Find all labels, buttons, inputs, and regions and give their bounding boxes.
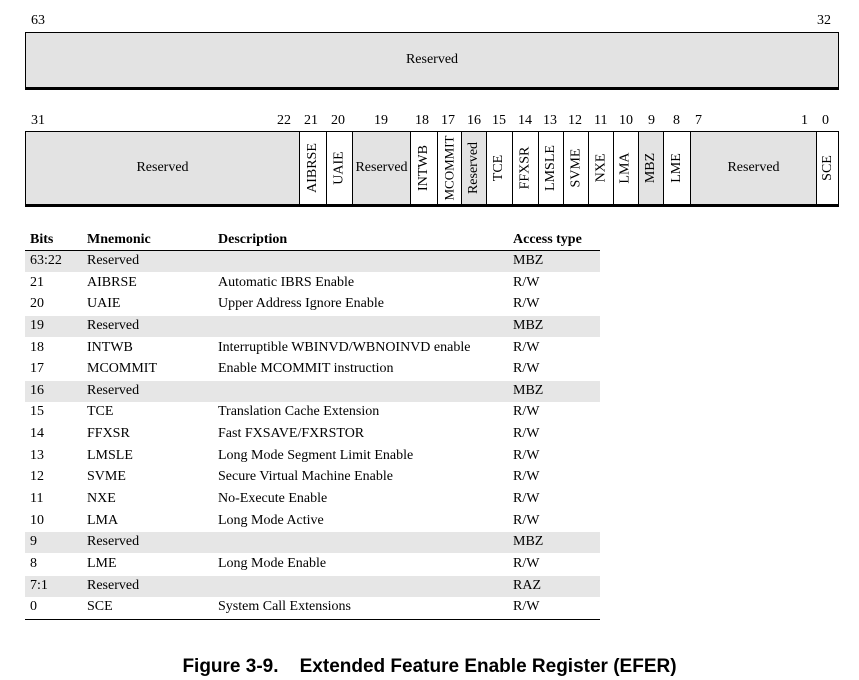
table-bottom-rule xyxy=(25,619,600,620)
field-nxe: NXE xyxy=(588,132,613,204)
bit-label-7: 7 xyxy=(695,113,702,128)
header-description: Description xyxy=(218,232,288,247)
bit-label-0: 0 xyxy=(822,113,829,128)
field-lma: LMA xyxy=(613,132,638,204)
bit-label-18: 18 xyxy=(415,113,429,128)
bit-label-16: 16 xyxy=(467,113,481,128)
field-reserved-31-22: Reserved xyxy=(25,132,299,204)
header-bits: Bits xyxy=(30,232,54,247)
field-tce: TCE xyxy=(486,132,512,204)
field-intwb: INTWB xyxy=(410,132,437,204)
table-row: 16 Reserved MBZ xyxy=(25,381,600,402)
table-row: 12 SVME Secure Virtual Machine Enable R/W xyxy=(30,469,540,484)
field-lme: LME xyxy=(663,132,690,204)
header-mnemonic: Mnemonic xyxy=(87,232,151,247)
bit-label-32: 32 xyxy=(817,13,831,28)
bit-label-20: 20 xyxy=(331,113,345,128)
bit-label-10: 10 xyxy=(619,113,633,128)
table-row: 14 FFXSR Fast FXSAVE/FXRSTOR R/W xyxy=(30,426,540,441)
field-mcommit: MCOMMIT xyxy=(437,132,461,204)
bit-label-13: 13 xyxy=(543,113,557,128)
bit-label-17: 17 xyxy=(441,113,455,128)
table-row: 17 MCOMMIT Enable MCOMMIT instruction R/W xyxy=(30,361,540,376)
field-aibrse: AIBRSE xyxy=(299,132,326,204)
field-reserved-7-1: Reserved xyxy=(690,132,816,204)
bit-label-19: 19 xyxy=(374,113,388,128)
bit-label-11: 11 xyxy=(594,113,608,128)
field-lmsle: LMSLE xyxy=(538,132,563,204)
field-svme: SVME xyxy=(563,132,588,204)
table-row: 19 Reserved MBZ xyxy=(25,316,600,337)
field-reserved-16: Reserved xyxy=(461,132,486,204)
field-uaie: UAIE xyxy=(326,132,352,204)
bit-label-9: 9 xyxy=(648,113,655,128)
table-row: 8 LME Long Mode Enable R/W xyxy=(30,556,540,571)
field-reserved-19: Reserved xyxy=(352,132,410,204)
bit-label-63: 63 xyxy=(31,13,45,28)
table-row: 63:22 Reserved MBZ xyxy=(25,251,600,272)
table-row: 21 AIBRSE Automatic IBRS Enable R/W xyxy=(30,275,540,290)
table-row: 7:1 Reserved RAZ xyxy=(25,576,600,597)
table-row: 11 NXE No-Execute Enable R/W xyxy=(30,491,540,506)
table-row: 20 UAIE Upper Address Ignore Enable R/W xyxy=(30,296,540,311)
bit-label-31: 31 xyxy=(31,113,45,128)
table-row: 18 INTWB Interruptible WBINVD/WBNOINVD enable R/W xyxy=(30,340,540,355)
field-ffxsr: FFXSR xyxy=(512,132,538,204)
table-row: 9 Reserved MBZ xyxy=(25,532,600,553)
bit-label-21: 21 xyxy=(304,113,318,128)
field-mbz-9: MBZ xyxy=(638,132,663,204)
bit-label-12: 12 xyxy=(568,113,582,128)
figure-caption: Figure 3-9. Extended Feature Enable Register (EFER) xyxy=(182,656,677,677)
table-row: 15 TCE Translation Cache Extension R/W xyxy=(30,404,540,419)
bit-label-22: 22 xyxy=(277,113,291,128)
bit-label-14: 14 xyxy=(518,113,532,128)
bit-label-1: 1 xyxy=(801,113,808,128)
table-row: 13 LMSLE Long Mode Segment Limit Enable R/W xyxy=(30,448,540,463)
upper-reserved-field xyxy=(25,32,839,90)
upper-reserved-label: Reserved xyxy=(405,52,459,67)
table-row: 10 LMA Long Mode Active R/W xyxy=(30,513,540,528)
bit-label-15: 15 xyxy=(492,113,506,128)
bit-label-8: 8 xyxy=(673,113,680,128)
table-row: 0 SCE System Call Extensions R/W xyxy=(30,599,540,614)
field-sce: SCE xyxy=(816,132,839,204)
header-access-type: Access type xyxy=(513,232,582,247)
lower-register xyxy=(25,131,839,207)
